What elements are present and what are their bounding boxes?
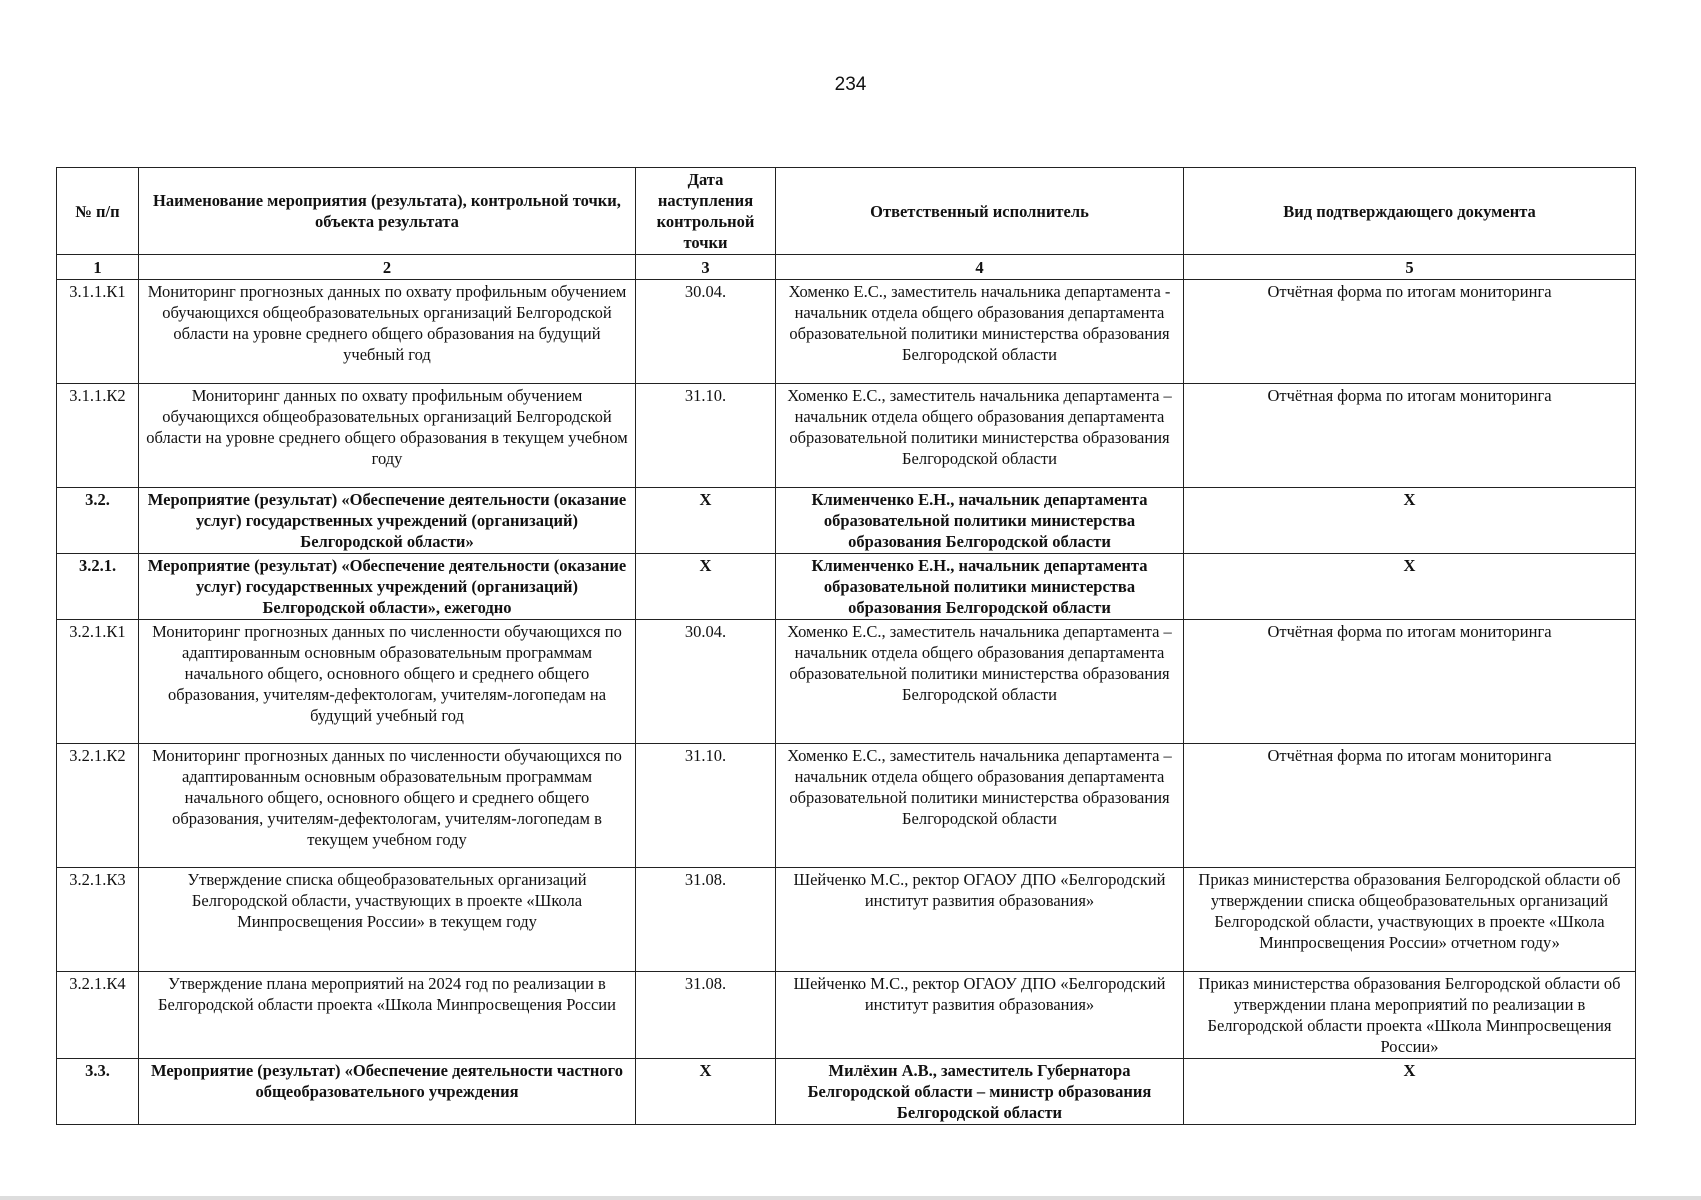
table-row xyxy=(57,868,1636,972)
row-name: Мероприятие (результат) «Обеспечение деятельности (оказание услуг) государственных учреждений (организаций) Белгородской области», ежегодно xyxy=(139,554,636,620)
row-document: Отчётная форма по итогам мониторинга xyxy=(1184,280,1636,384)
column-number: 5 xyxy=(1184,255,1636,280)
row-document: X xyxy=(1184,554,1636,620)
row-executor: Клименченко Е.Н., начальник департамента образовательной политики министерства образования Белгородской области xyxy=(776,488,1184,554)
row-executor: Шейченко М.С., ректор ОГАОУ ДПО «Белгородский институт развития образования» xyxy=(776,868,1184,972)
control-points-table xyxy=(56,167,1636,1125)
row-document: X xyxy=(1184,1059,1636,1125)
row-name: Утверждение списка общеобразовательных организаций Белгородской области, участвующих в проекте «Школа Минпросвещения России» в текущем году xyxy=(139,868,636,972)
row-name: Мониторинг прогнозных данных по численности обучающихся по адаптированным основным образовательным программам начального общего, основного общего и среднего общего образования, учителям-дефектологам, учителям-логопедам в текущем учебном году xyxy=(139,744,636,868)
page-number: 234 xyxy=(834,74,867,95)
row-number: 3.2.1. xyxy=(57,554,139,620)
row-document: X xyxy=(1184,488,1636,554)
row-executor: Шейченко М.С., ректор ОГАОУ ДПО «Белгородский институт развития образования» xyxy=(776,972,1184,1059)
row-name: Мониторинг прогнозных данных по охвату профильным обучением обучающихся общеобразовательных организаций Белгородской области на уровне среднего общего образования на будущий учебный год xyxy=(139,280,636,384)
column-number: 1 xyxy=(57,255,139,280)
row-document: Отчётная форма по итогам мониторинга xyxy=(1184,744,1636,868)
row-date: X xyxy=(636,1059,776,1125)
row-executor: Клименченко Е.Н., начальник департамента образовательной политики министерства образования Белгородской области xyxy=(776,554,1184,620)
row-date: 30.04. xyxy=(636,620,776,744)
header-name: Наименование мероприятия (результата), контрольной точки, объекта результата xyxy=(139,168,636,255)
table-row xyxy=(57,1059,1636,1125)
row-number: 3.3. xyxy=(57,1059,139,1125)
row-name: Мероприятие (результат) «Обеспечение деятельности частного общеобразовательного учреждения xyxy=(139,1059,636,1125)
row-number: 3.1.1.К2 xyxy=(57,384,139,488)
header-document: Вид подтверждающего документа xyxy=(1184,168,1636,255)
column-number: 4 xyxy=(776,255,1184,280)
column-number: 3 xyxy=(636,255,776,280)
row-date: 31.08. xyxy=(636,972,776,1059)
row-document: Приказ министерства образования Белгородской области об утверждении списка общеобразовательных организаций Белгородской области, участвующих в проекте «Школа Минпросвещения России» отчетном году» xyxy=(1184,868,1636,972)
table-row xyxy=(57,384,1636,488)
row-date: 31.10. xyxy=(636,384,776,488)
column-numbers-row xyxy=(57,255,1636,280)
row-date: X xyxy=(636,554,776,620)
row-executor: Хоменко Е.С., заместитель начальника департамента - начальник отдела общего образования департамента образовательной политики министерства образования Белгородской области xyxy=(776,280,1184,384)
header-number: № п/п xyxy=(57,168,139,255)
row-number: 3.2.1.К3 xyxy=(57,868,139,972)
row-number: 3.2.1.К4 xyxy=(57,972,139,1059)
row-number: 3.2.1.К2 xyxy=(57,744,139,868)
table-row xyxy=(57,280,1636,384)
row-executor: Хоменко Е.С., заместитель начальника департамента – начальник отдела общего образования департамента образовательной политики министерства образования Белгородской области xyxy=(776,384,1184,488)
table-header-row xyxy=(57,168,1636,255)
row-document: Приказ министерства образования Белгородской области об утверждении плана мероприятий по реализации в Белгородской области проекта «Школа Минпросвещения России» xyxy=(1184,972,1636,1059)
row-date: 31.10. xyxy=(636,744,776,868)
row-executor: Хоменко Е.С., заместитель начальника департамента – начальник отдела общего образования департамента образовательной политики министерства образования Белгородской области xyxy=(776,620,1184,744)
row-number: 3.2.1.К1 xyxy=(57,620,139,744)
row-number: 3.2. xyxy=(57,488,139,554)
row-document: Отчётная форма по итогам мониторинга xyxy=(1184,620,1636,744)
row-date: X xyxy=(636,488,776,554)
control-points-table-container xyxy=(56,167,1635,1125)
row-date: 30.04. xyxy=(636,280,776,384)
table-row xyxy=(57,488,1636,554)
table-row xyxy=(57,620,1636,744)
table-row xyxy=(57,744,1636,868)
table-row xyxy=(57,554,1636,620)
table-row xyxy=(57,972,1636,1059)
row-name: Утверждение плана мероприятий на 2024 год по реализации в Белгородской области проекта «Школа Минпросвещения России xyxy=(139,972,636,1059)
column-number: 2 xyxy=(139,255,636,280)
row-date: 31.08. xyxy=(636,868,776,972)
row-document: Отчётная форма по итогам мониторинга xyxy=(1184,384,1636,488)
row-executor: Хоменко Е.С., заместитель начальника департамента – начальник отдела общего образования департамента образовательной политики министерства образования Белгородской области xyxy=(776,744,1184,868)
row-executor: Милёхин А.В., заместитель Губернатора Белгородской области – министр образования Белгородской области xyxy=(776,1059,1184,1125)
row-name: Мониторинг данных по охвату профильным обучением обучающихся общеобразовательных организаций Белгородской области на уровне среднего общего образования в текущем учебном году xyxy=(139,384,636,488)
row-number: 3.1.1.К1 xyxy=(57,280,139,384)
row-name: Мониторинг прогнозных данных по численности обучающихся по адаптированным основным образовательным программам начального общего, основного общего и среднего общего образования, учителям-дефектологам, учителям-логопедам на будущий учебный год xyxy=(139,620,636,744)
row-name: Мероприятие (результат) «Обеспечение деятельности (оказание услуг) государственных учреждений (организаций) Белгородской области» xyxy=(139,488,636,554)
header-date: Дата наступления контрольной точки xyxy=(636,168,776,255)
scan-edge-divider xyxy=(0,1196,1701,1200)
header-executor: Ответственный исполнитель xyxy=(776,168,1184,255)
